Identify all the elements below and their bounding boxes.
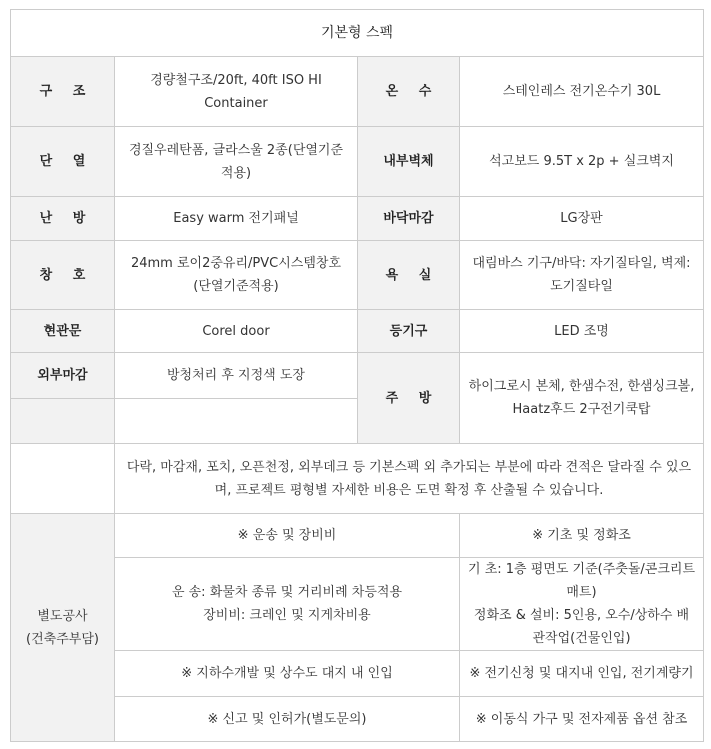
- label-interior-wall: 내부벽체: [358, 127, 460, 197]
- extra-work-label-sub: (건축주부담): [26, 631, 99, 647]
- label-front-door: 현관문: [11, 310, 115, 353]
- label-exterior-finish: 외부마감: [11, 353, 115, 399]
- note-empty-cell: [11, 444, 115, 514]
- spec-table: [10, 9, 704, 742]
- table-row: [11, 127, 704, 197]
- label-structure: 구 조: [11, 57, 115, 127]
- table-row: [11, 310, 704, 353]
- value-kitchen: 하이그로시 본체, 한샘수전, 한샘싱크볼, Haatz후드 2구전기쿡탑: [460, 353, 704, 444]
- head-transport: ※ 운송 및 장비비: [115, 514, 460, 558]
- extra-work-label-title: 별도공사: [37, 608, 88, 624]
- permit-item: ※ 신고 및 인허가(별도문의): [115, 697, 460, 742]
- label-empty: [11, 399, 115, 444]
- value-empty: [115, 399, 358, 444]
- label-hot-water: 온 수: [358, 57, 460, 127]
- table-row: [11, 57, 704, 127]
- value-insulation: 경질우레탄폼, 글라스울 2종(단열기준적용): [115, 127, 358, 197]
- label-floor-finish: 바닥마감: [358, 197, 460, 241]
- label-bathroom: 욕 실: [358, 241, 460, 310]
- value-bathroom: 대림바스 기구/바닥: 자기질타일, 벽제:도기질타일: [460, 241, 704, 310]
- note-row: [11, 444, 704, 514]
- value-hot-water: 스테인레스 전기온수기 30L: [460, 57, 704, 127]
- extra-row: [11, 651, 704, 697]
- table-row: [11, 241, 704, 310]
- label-windows: 창 호: [11, 241, 115, 310]
- table-row: [11, 353, 704, 399]
- electric-item: ※ 전기신청 및 대지내 인입, 전기계량기: [460, 651, 704, 697]
- groundwater-item: ※ 지하수개발 및 상수도 대지 내 인입: [115, 651, 460, 697]
- extra-header-row: [11, 514, 704, 558]
- furniture-option-item: ※ 이동식 가구 및 전자제품 옵션 참조: [460, 697, 704, 742]
- table-row: [11, 197, 704, 241]
- cost-note: 다락, 마감재, 포치, 오픈천정, 외부데크 등 기본스펙 외 추가되는 부분에 따라 견적은 달라질 수 있으며, 프로젝트 평형별 자세한 비용은 도면 확정 후 산출될 수 있습니다.: [115, 444, 704, 514]
- septic-detail-line: 정화조 & 설비: 5인용, 오수/상하수 배관작업(건물인입): [473, 608, 690, 646]
- label-insulation: 단 열: [11, 127, 115, 197]
- transport-detail: [115, 558, 460, 651]
- label-kitchen: 주 방: [358, 353, 460, 444]
- transport-detail-line: 운 송: 화물차 종류 및 거리비례 차등적용: [171, 585, 403, 600]
- extra-row: [11, 697, 704, 742]
- equipment-detail-line: 장비비: 크레인 및 지게차비용: [203, 608, 371, 623]
- foundation-detail-line: 기 초: 1층 평면도 기준(주춧돌/콘크리트매트): [468, 562, 696, 600]
- value-exterior-finish: 방청처리 후 지정색 도장: [115, 353, 358, 399]
- value-front-door: Corel door: [115, 310, 358, 353]
- foundation-detail: [460, 558, 704, 651]
- value-floor-finish: LG장판: [460, 197, 704, 241]
- value-windows: 24mm 로이2중유리/PVC시스템창호(단열기준적용): [115, 241, 358, 310]
- value-structure: 경량철구조/20ft, 40ft ISO HI Container: [115, 57, 358, 127]
- table-title: 기본형 스펙: [11, 10, 704, 57]
- label-lighting: 등기구: [358, 310, 460, 353]
- label-heating: 난 방: [11, 197, 115, 241]
- extra-detail-row: [11, 558, 704, 651]
- extra-work-label: [11, 514, 115, 742]
- value-lighting: LED 조명: [460, 310, 704, 353]
- value-interior-wall: 석고보드 9.5T x 2p + 실크벽지: [460, 127, 704, 197]
- value-heating: Easy warm 전기패널: [115, 197, 358, 241]
- head-foundation: ※ 기초 및 정화조: [460, 514, 704, 558]
